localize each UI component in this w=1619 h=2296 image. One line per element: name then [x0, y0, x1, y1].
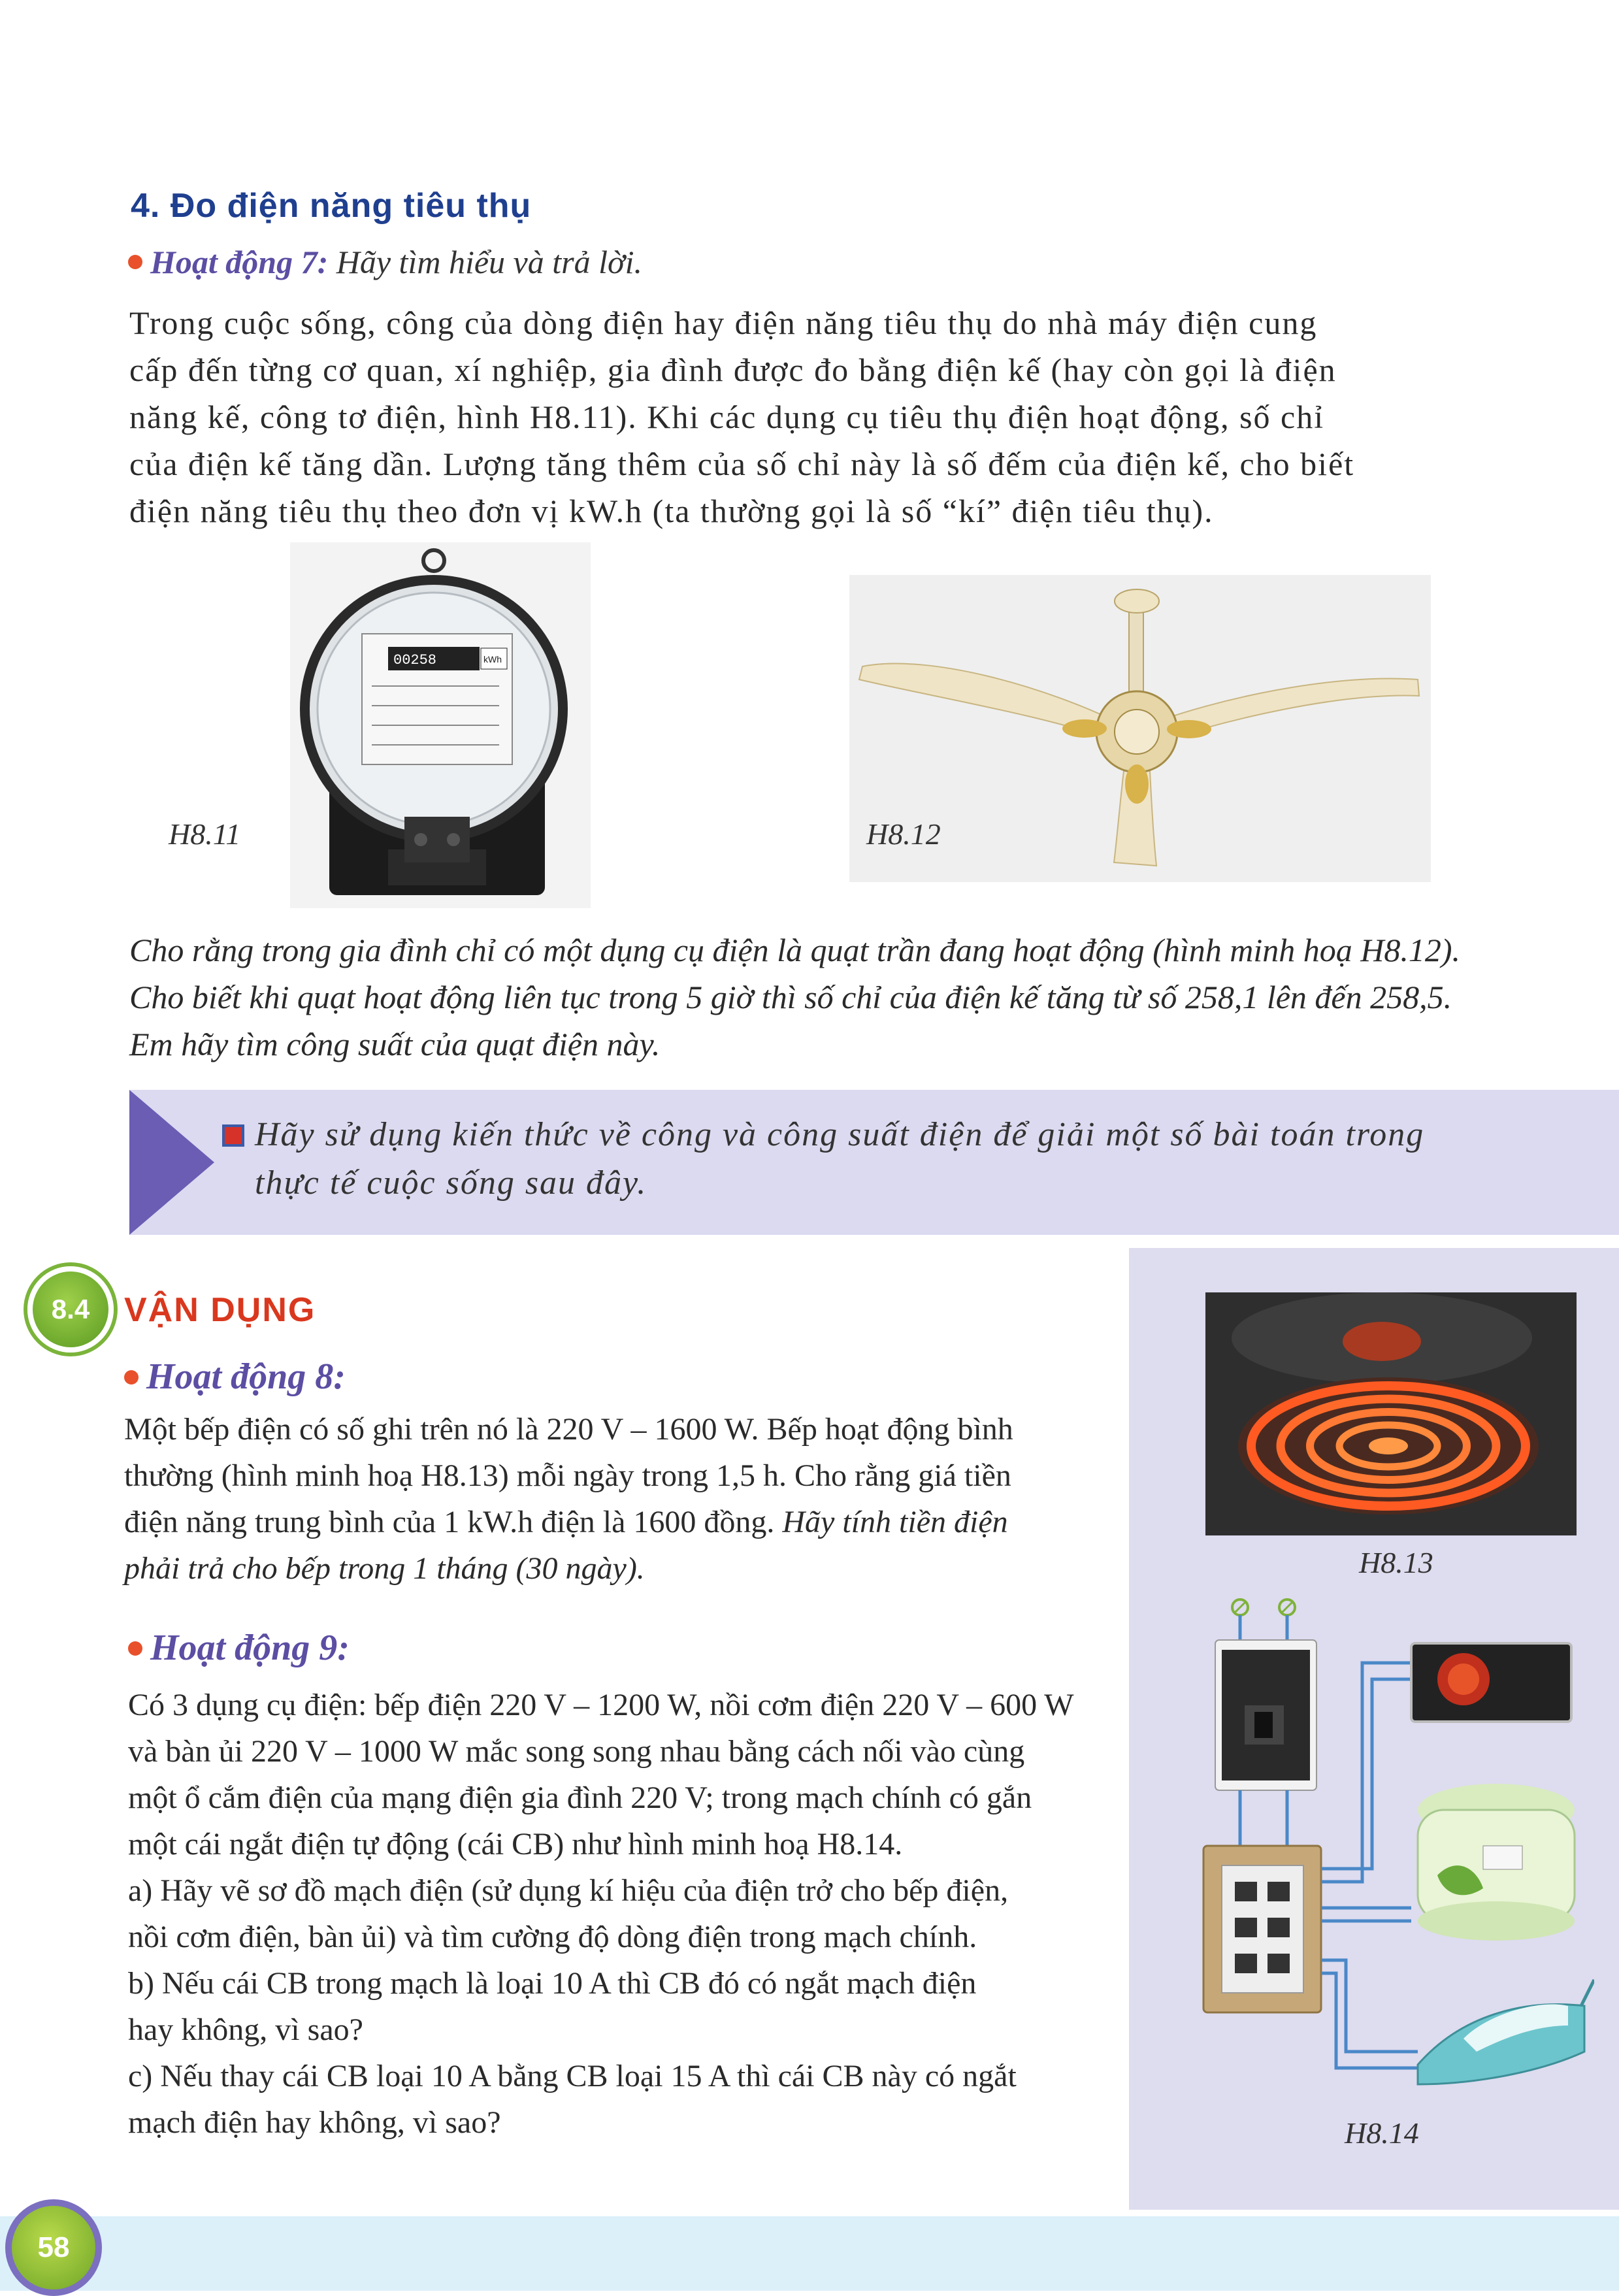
banner-text [222, 1111, 1529, 1207]
activity-7-name: Hoạt động 7: [150, 244, 329, 280]
activity-9-heading: Hoạt động 9: [128, 1627, 350, 1669]
activity-7-prompt: Hãy tìm hiểu và trả lời. [336, 244, 643, 280]
fan-question [129, 927, 1501, 1068]
caption-h813: H8.13 [1359, 1546, 1433, 1579]
section-badge: 8.4 [27, 1266, 114, 1353]
activity-9-text: Có 3 dụng cụ điện: bếp điện 220 V – 1200 W, nồi cơm điện 220 V – 600 W và bàn ủi 220 V – 1000 W mắc song song nhau bằng cách nối vào cùng một ổ cắm điện của mạng điện gia đình 220 V; trong mạch chính có gắn một cái ngắt điện tự động (cái CB) như hình minh hoạ H8.14. a) Hãy vẽ sơ đồ mạch điện (sử dụng kí hiệu của điện trở cho bếp điện, nồi cơm điện, bàn ủi) và tìm cường độ dòng điện trong mạch chính. b) Nếu cái CB trong mạch là loại 10 A thì CB đó có ngắt mạch điện hay không, vì sao? c) Nếu thay cái CB loại 10 A bằng CB loại 15 A thì cái CB này có ngắt mạch điện hay không, vì sao? [128, 1688, 1074, 2140]
meter-reading: 00258 [393, 652, 437, 668]
section-84-title: VẬN DỤNG [124, 1291, 316, 1329]
electric-stove-image [1205, 1292, 1577, 1535]
paragraph-line: của điện kế tăng dần. Lượng tăng thêm của số chỉ này là số đếm của điện kế, cho biết [129, 446, 1355, 482]
paragraph-line: điện năng tiêu thụ theo đơn vị kW.h (ta thường gọi là số “kí” điện tiêu thụ). [129, 493, 1214, 529]
bullet-dot-icon [128, 1641, 142, 1656]
page-number: 58 [5, 2199, 102, 2296]
intro-paragraph [129, 299, 1495, 534]
electric-meter-image [290, 542, 591, 908]
question-line: Cho biết khi quạt hoạt động liên tục trong 5 giờ thì số chỉ của điện kế tăng từ số 258,1 lên đến 258,5. [129, 979, 1452, 1015]
activity-8-text: Một bếp điện có số ghi trên nó là 220 V – 1600 W. Bếp hoạt động bình thường (hình minh hoạ H8.13) mỗi ngày trong 1,5 h. Cho rằng giá tiền điện năng trung bình của 1 kW.h điện là 1600 đồng. Hãy tính tiền điện phải trả cho bếp trong 1 tháng (30 ngày). [124, 1412, 1013, 1586]
question-line: Cho rằng trong gia đình chỉ có một dụng cụ điện là quạt trần đang hoạt động (hình minh hoạ H8.12). [129, 932, 1460, 968]
caption-h812: H8.12 [866, 817, 941, 851]
banner-arrow-icon [129, 1090, 214, 1235]
paragraph-line: Trong cuộc sống, công của dòng điện hay điện năng tiêu thụ do nhà máy điện cung [129, 304, 1318, 341]
paragraph-line: năng kế, công tơ điện, hình H8.11). Khi các dụng cụ tiêu thụ điện hoạt động, số chỉ [129, 399, 1325, 435]
banner-line-1: Hãy sử dụng kiến thức về công và công suất điện để giải một số bài toán trong [222, 1111, 1529, 1159]
bullet-dot-icon [124, 1370, 139, 1385]
square-bullet-icon [222, 1124, 244, 1147]
page-footer-band [0, 2216, 1619, 2291]
activity-8-heading: Hoạt động 8: [124, 1356, 346, 1398]
activity-7-line [128, 243, 642, 281]
section-title: 4. Đo điện năng tiêu thụ [131, 187, 532, 225]
banner-line-2: thực tế cuộc sống sau đây. [255, 1164, 647, 1202]
caption-h811: H8.11 [169, 817, 241, 851]
caption-h814: H8.14 [1345, 2116, 1419, 2150]
circuit-illustration [1202, 1594, 1594, 2104]
paragraph-line: cấp đến từng cơ quan, xí nghiệp, gia đình được đo bằng điện kế (hay còn gọi là điện [129, 352, 1337, 388]
meter-unit: kWh [483, 654, 502, 664]
question-line: Em hãy tìm công suất của quạt điện này. [129, 1026, 661, 1062]
bullet-dot-icon [128, 255, 142, 269]
